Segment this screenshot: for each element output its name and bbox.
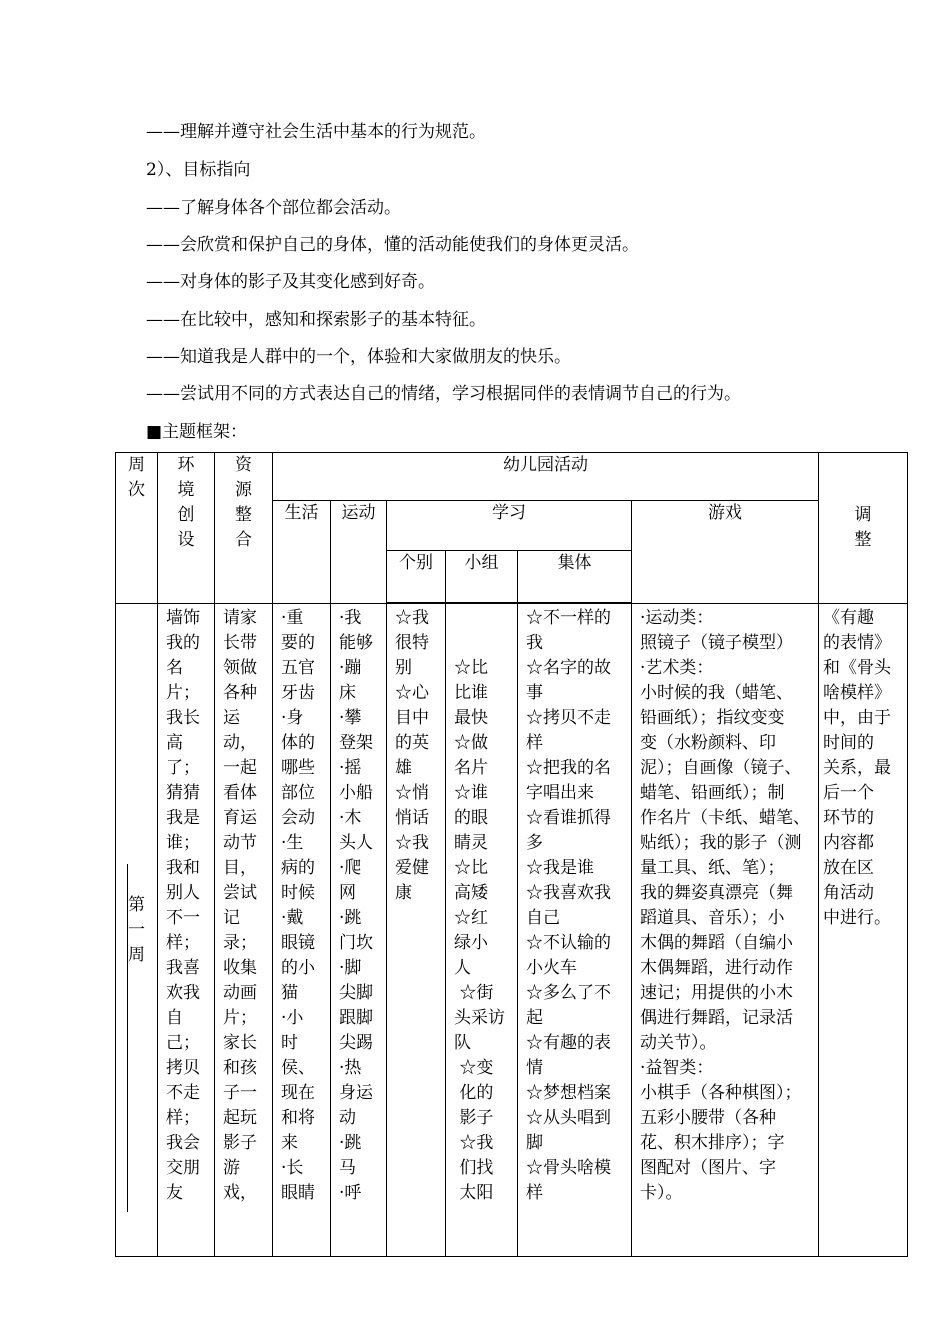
individual-cell: ☆我 很特 别 ☆心 目中 的英 雄 ☆悄 悄话 ☆我 爱健 康: [387, 604, 446, 1257]
goal-line: ——知道我是人群中的一个，体验和大家做朋友的快乐。: [146, 347, 571, 367]
header-environment: 环 境 创 设: [158, 453, 215, 604]
goal-line: ——对身体的影子及其变化感到好奇。: [146, 272, 435, 292]
goal-line: ——会欣赏和保护自己的身体，懂的活动能使我们的身体更灵活。: [146, 235, 639, 255]
life-cell: ·重 要的 五官 牙齿 ·身 体的 哪些 部位 会动 ·生 病的 时候 ·戴 眼镜 的小 猫 ·小 时 侯、 现在 和将 来 ·长 眼睛: [273, 604, 331, 1257]
section-heading: 2）、目标指向: [146, 160, 251, 180]
framework-heading: ■主题框架：: [146, 422, 248, 442]
sport-cell: ·我 能够 ·蹦 床 ·攀 登架 ·摇 小船 ·木 头人 ·爬 网 ·跳 门坎 ·脚 尖脚 跟脚 尖踢 ·热 身运 动 ·跳 马 ·呼: [331, 604, 387, 1257]
header-week: 周 次: [116, 453, 158, 604]
header-kindergarten-activities: 幼儿园活动: [273, 453, 819, 501]
week-cell: 第 一 周: [116, 604, 158, 1257]
goal-line: ——尝试用不同的方式表达自己的情绪，学习根据同伴的表情调节自己的行为。: [146, 384, 741, 404]
header-adjust: 调 整: [819, 453, 908, 604]
resources-cell: 请家 长带 领做 各种 运 动， 一起 看体 育运 动节 目， 尝试 记 录； 收集 动画 片； 家长 和孩 子一 起玩 影子 游 戏，: [215, 604, 273, 1257]
group-cell: ☆比 比谁 最快 ☆做 名片 ☆谁 的眼 睛灵 ☆比 高矮 ☆红 绿小 人 ☆街 头采访 队 ☆变 化的 影子 ☆我 们找 太阳: [446, 604, 518, 1257]
text-line: ——理解并遵守社会生活中基本的行为规范。: [146, 122, 486, 142]
game-cell: ·运动类： 照镜子（镜子模型） ·艺术类： 小时候的我（蜡笔、 铅画纸）；指纹变变 变（水粉颜料、印 泥）；自画像（镜子、 蜡笔、铅画纸）；制 作名片（卡纸、蜡笔、 贴纸）；我的影子（测 量工具、纸、笔）； 我的舞姿真漂亮（舞 蹈道具、音乐）；小 木偶的舞蹈（自编小 木偶舞蹈，进行动作 速记；用提供的小木 偶进行舞蹈，记录活 动关节）。 ·益智类： 小棋手（各种棋图）； 五彩小腰带（各种 花、积木排序）；字 图配对（图片、字 卡）。: [632, 604, 819, 1257]
header-resources: 资 源 整 合: [215, 453, 273, 604]
header-life: 生活: [273, 501, 331, 604]
goal-line: ——了解身体各个部位都会活动。: [146, 198, 401, 218]
margin-rule: [127, 864, 128, 1212]
header-group: 小组: [446, 551, 518, 603]
whole-class-cell: ☆不一样的 我 ☆名字的故 事 ☆拷贝不走 样 ☆把我的名 字唱出来 ☆看谁抓得 多 ☆我是谁 ☆我喜欢我 自己 ☆不认输的 小火车 ☆多么了不 起 ☆有趣的表 情 ☆梦想档案 ☆从头唱到 脚 ☆骨头啥模 样: [518, 604, 632, 1257]
environment-cell: 墙饰 我的 名 片； 我长 高 了； 猜猜 我是 谁； 我和 别人 不一 样； 我喜 欢我 自 己； 拷贝 不走 样； 我会 交朋 友: [158, 604, 215, 1257]
header-game: 游戏: [632, 501, 819, 604]
header-sport: 运动: [331, 501, 387, 604]
goal-line: ——在比较中，感知和探索影子的基本特征。: [146, 310, 486, 330]
header-whole: 集体: [518, 551, 632, 603]
header-study: 学习: [387, 501, 632, 551]
theme-framework-table: [115, 452, 908, 1257]
header-individual: 个别: [387, 551, 446, 603]
adjust-cell: 《有趣 的表情》 和《骨头 啥模样》 中，由于 时间的 关系，最 后一个 环节的 内容都 放在区 角活动 中进行。: [819, 604, 908, 1257]
